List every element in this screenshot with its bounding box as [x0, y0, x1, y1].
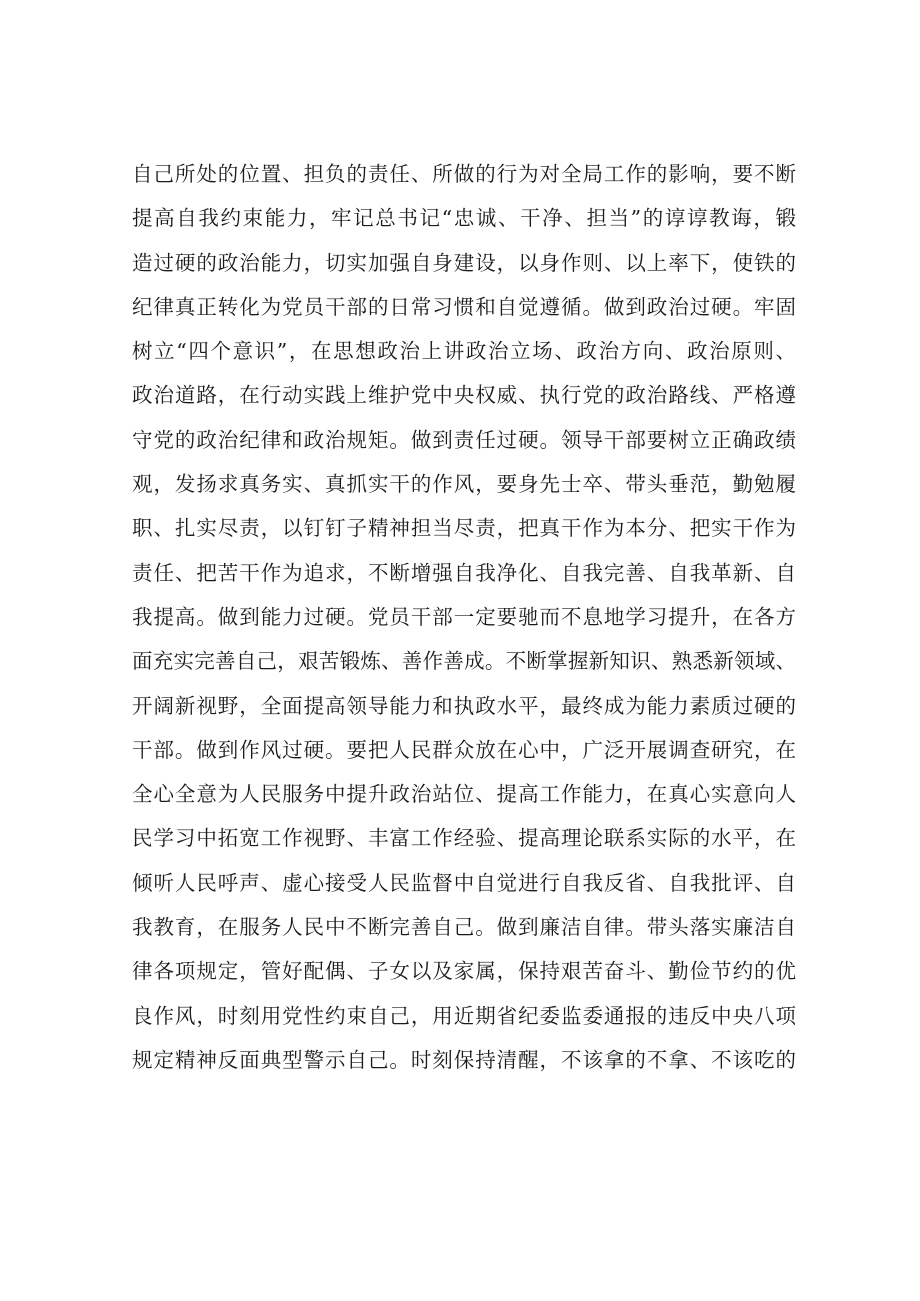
paragraph-line: 我提高。做到能力过硬。党员干部一定要驰而不息地学习提升，在各方	[132, 604, 796, 629]
paragraph-line: 民学习中拓宽工作视野、丰富工作经验、提高理论联系实际的水平，在	[132, 826, 796, 851]
paragraph-line: 全心全意为人民服务中提升政治站位、提高工作能力，在真心实意向人	[132, 782, 796, 807]
paragraph-line: 政治道路，在行动实践上维护党中央权威、执行党的政治路线、严格遵	[132, 383, 796, 408]
paragraph-line: 树立“四个意识”，在思想政治上讲政治立场、政治方向、政治原则、	[132, 339, 796, 364]
paragraph-line: 造过硬的政治能力，切实加强自身建设，以身作则、以上率下，使铁的	[132, 250, 796, 275]
paragraph-line: 职、扎实尽责，以钉钉子精神担当尽责，把真干作为本分、把实干作为	[132, 516, 796, 541]
body-paragraph	[132, 152, 796, 1082]
paragraph-line: 提高自我约束能力，牢记总书记“忠诚、干净、担当”的谆谆教诲，锻	[132, 206, 796, 231]
paragraph-line: 开阔新视野，全面提高领导能力和执政水平，最终成为能力素质过硬的	[132, 693, 796, 718]
paragraph-line: 干部。做到作风过硬。要把人民群众放在心中，广泛开展调查研究，在	[132, 737, 796, 762]
paragraph-line: 守党的政治纪律和政治规矩。做到责任过硬。领导干部要树立正确政绩	[132, 427, 796, 452]
paragraph-line: 我教育，在服务人民中不断完善自己。做到廉洁自律。带头落实廉洁自	[132, 915, 796, 940]
paragraph-line: 自己所处的位置、担负的责任、所做的行为对全局工作的影响，要不断	[132, 162, 796, 186]
paragraph-line: 纪律真正转化为党员干部的日常习惯和自觉遵循。做到政治过硬。牢固	[132, 294, 796, 319]
paragraph-line: 律各项规定，管好配偶、子女以及家属，保持艰苦奋斗、勤俭节约的优	[132, 959, 796, 984]
paragraph-line: 观，发扬求真务实、真抓实干的作风，要身先士卒、带头垂范，勤勉履	[132, 472, 796, 497]
paragraph-line: 规定精神反面典型警示自己。时刻保持清醒，不该拿的不拿、不该吃的	[132, 1047, 796, 1072]
paragraph-line: 责任、把苦干作为追求，不断增强自我净化、自我完善、自我革新、自	[132, 560, 796, 585]
paragraph-line: 面充实完善自己，艰苦锻炼、善作善成。不断掌握新知识、熟悉新领域、	[132, 649, 796, 674]
paragraph-line: 良作风，时刻用党性约束自己，用近期省纪委监委通报的违反中央八项	[132, 1003, 796, 1028]
paragraph-line: 倾听人民呼声、虚心接受人民监督中自觉进行自我反省、自我批评、自	[132, 870, 796, 895]
